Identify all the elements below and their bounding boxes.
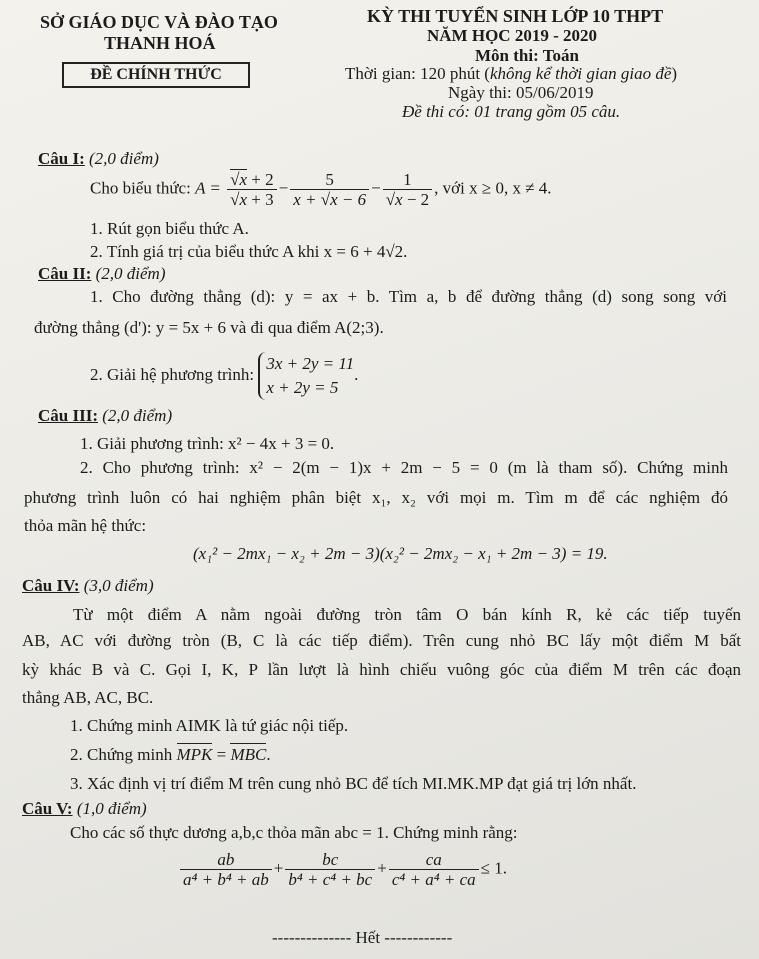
q5-intro: Cho các số thực dương a,b,c thỏa mãn abc = 1. Chứng minh rằng: — [70, 823, 518, 842]
term-2 — [285, 850, 375, 889]
q4-points: (3,0 điểm) — [79, 576, 154, 595]
fraction-3 — [383, 170, 432, 209]
q4-para-line-2: AB, AC với đường tròn (B, C là các tiếp điểm). Trên cung nhỏ BC lấy một điểm M bất — [22, 631, 741, 650]
exam-duration — [345, 64, 677, 84]
plus-2: + — [377, 858, 387, 878]
q1-points: (2,0 điểm) — [84, 149, 159, 168]
q3-heading — [38, 406, 172, 426]
t1-num: ab — [180, 850, 272, 870]
sqrt-x-2: √x — [230, 190, 248, 209]
q1-condition: , với x ≥ 0, x ≠ 4. — [434, 178, 552, 198]
system-end: . — [354, 364, 359, 384]
q4-item-1: 1. Chứng minh AIMK là tứ giác nội tiếp. — [70, 716, 349, 735]
end-marker: -------------- Hết ------------ — [272, 928, 453, 947]
system-eq-1: 3x + 2y = 11 — [266, 354, 355, 373]
exam-title: KỲ THI TUYỂN SINH LỚP 10 THPT — [367, 6, 664, 26]
fraction-1 — [227, 170, 276, 209]
f1-den: + 3 — [247, 190, 274, 209]
q3-item-2-line-1: 2. Cho phương trình: x² − 2(m − 1)x + 2m − 5 = 0 (m là tham số). Chứng minh — [80, 458, 728, 477]
q4-item-2-label: 2. Chứng minh — [70, 745, 177, 764]
q4-title: Câu IV: — [22, 576, 80, 595]
term-3 — [389, 850, 479, 889]
q4-item-2-end: . — [266, 745, 271, 764]
t1-den: a⁴ + b⁴ + ab — [183, 870, 269, 889]
q2-points: (2,0 điểm) — [91, 264, 166, 283]
q5-inequality — [178, 850, 507, 889]
province-name: THANH HOÁ — [104, 33, 216, 53]
q1-item-2: 2. Tính giá trị của biểu thức A khi x = 6 + 4√2. — [90, 242, 408, 261]
q1-intro: Cho biểu thức: — [90, 178, 196, 198]
fraction-2 — [290, 170, 369, 209]
angle-mbc: MBC — [230, 745, 267, 764]
q3-points: (2,0 điểm) — [98, 406, 173, 425]
q3-equation: (x₁² − 2mx₁ − x₂ + 2m − 3)(x₂² − 2mx₂ − x₁ + 2m − 3) = 19. — [193, 544, 608, 563]
q2-item-2 — [90, 352, 358, 400]
school-year: NĂM HỌC 2019 - 2020 — [427, 26, 597, 45]
q4-heading — [22, 576, 154, 596]
duration-note: không kể thời gian giao đề — [489, 64, 672, 83]
q4-para-line-3: kỳ khác B và C. Gọi I, K, P lần lượt là hình chiếu vuông góc của điểm M trên các đoạn — [22, 660, 741, 679]
official-stamp: ĐỀ CHÍNH THỨC — [62, 62, 250, 88]
q1-item-1: 1. Rút gọn biểu thức A. — [90, 219, 249, 238]
q4-item-3: 3. Xác định vị trí điểm M trên cung nhỏ BC để tích MI.MK.MP đạt giá trị lớn nhất. — [70, 774, 637, 793]
q4-para-line-1: Từ một điểm A nằm ngoài đường tròn tâm O bán kính R, kẻ các tiếp tuyến — [73, 605, 741, 624]
pages-note: Đề thi có: 01 trang gồm 05 câu. — [402, 102, 621, 121]
q2-title: Câu II: — [38, 264, 92, 283]
inequality-end: ≤ 1. — [480, 858, 508, 878]
exam-date: Ngày thi: 05/06/2019 — [448, 83, 594, 102]
q4-para-line-4: thẳng AB, AC, BC. — [22, 688, 154, 707]
q3-item-2-line-2: phương trình luôn có hai nghiệm phân biệt x₁, x₂ với mọi m. Tìm m để các nghiệm đó — [24, 488, 728, 507]
t3-num: ca — [389, 850, 479, 870]
q4-item-2 — [70, 745, 271, 765]
sqrt-x-1: √x — [230, 170, 248, 189]
duration-close: ) — [671, 64, 678, 83]
equation-system — [258, 352, 354, 400]
q2-item-2-label: 2. Giải hệ phương trình: — [90, 364, 259, 384]
subject: Môn thi: Toán — [475, 46, 579, 65]
f1-num: + 2 — [247, 170, 274, 189]
plus-1: + — [273, 858, 284, 878]
expr-a: A = — [195, 178, 221, 198]
q1-heading — [38, 149, 159, 169]
q3-item-2-line-3: thỏa mãn hệ thức: — [24, 516, 147, 535]
q5-points: (1,0 điểm) — [72, 799, 147, 818]
f3-den: − 2 — [402, 190, 430, 209]
q2-item-1-line-2: đường thẳng (d'): y = 5x + 6 và đi qua điểm A(2;3). — [34, 318, 384, 337]
angle-mpk: MPK — [176, 745, 213, 764]
q2-item-1-line-1: 1. Cho đường thẳng (d): y = ax + b. Tìm a, b để đường thẳng (d) song song với — [90, 287, 727, 306]
t2-den: b⁴ + c⁴ + bc — [288, 870, 373, 889]
term-1 — [180, 850, 272, 889]
department-name: SỞ GIÁO DỤC VÀ ĐÀO TẠO — [40, 12, 278, 32]
q1-title: Câu I: — [38, 149, 85, 168]
q5-heading — [22, 799, 147, 819]
t2-num: bc — [285, 850, 375, 870]
q5-title: Câu V: — [22, 799, 73, 818]
q1-expression: Cho biểu thức: A = $\frac{√x + 2}{√x + 3}$ − $\frac{5}{x + √x - 6}$ − $\frac{1}{√x - 2}$ , với x ≥ 0, x ≠ 4. — [90, 170, 552, 209]
system-eq-2: x + 2y = 5 — [266, 378, 339, 397]
f2-den: x + √x − 6 — [293, 190, 367, 209]
q3-title: Câu III: — [38, 406, 98, 425]
t3-den: c⁴ + a⁴ + ca — [391, 870, 476, 889]
duration-label: Thời gian: 120 phút ( — [345, 64, 490, 83]
angle-equals: = — [212, 745, 231, 764]
sqrt-x-3: √x — [385, 190, 403, 209]
q2-heading — [38, 264, 166, 284]
q3-item-1: 1. Giải phương trình: x² − 4x + 3 = 0. — [80, 434, 335, 453]
f2-num: 5 — [290, 170, 369, 190]
f3-num: 1 — [383, 170, 432, 190]
